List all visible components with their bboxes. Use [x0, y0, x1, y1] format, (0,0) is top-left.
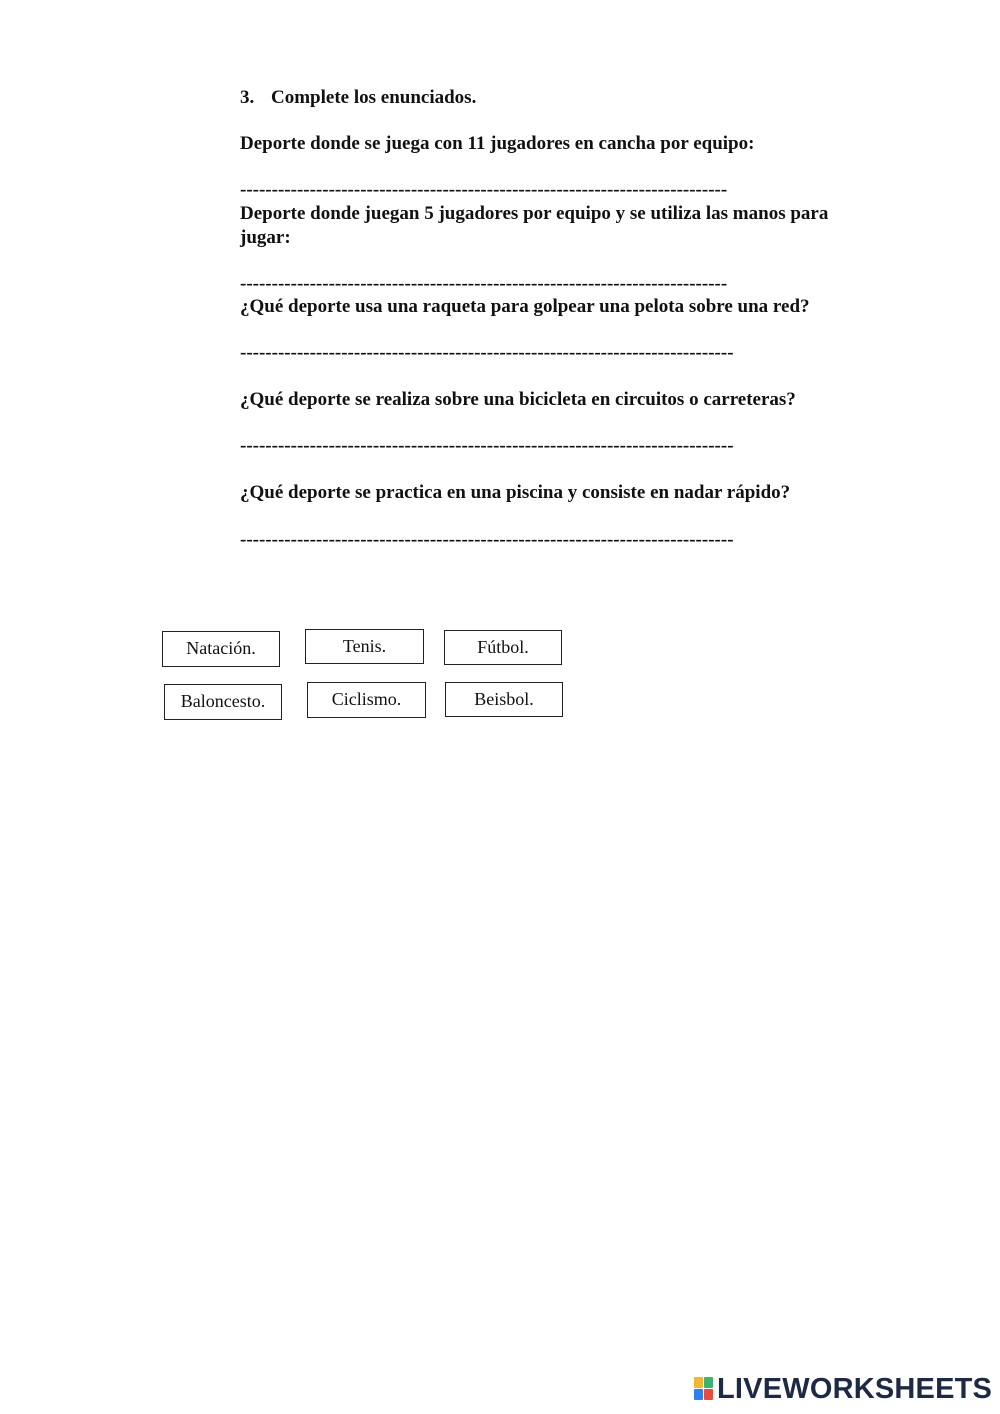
answer-line-1[interactable]: ----------------------------------------------------------------------------- — [240, 179, 728, 200]
answer-line-5[interactable]: ------------------------------------------------------------------------------ — [240, 529, 734, 550]
word-bank-futbol[interactable]: Fútbol. — [444, 630, 562, 665]
answer-line-3[interactable]: ------------------------------------------------------------------------------ — [240, 342, 734, 363]
question-1-text: Deporte donde se juega con 11 jugadores en cancha por equipo: — [240, 133, 755, 154]
word-bank-natacion[interactable]: Natación. — [162, 631, 280, 667]
question-4-text: ¿Qué deporte se realiza sobre una bicicleta en circuitos o carreteras? — [240, 389, 796, 410]
word-bank-beisbol[interactable]: Beisbol. — [445, 682, 563, 717]
exercise-heading — [240, 86, 476, 110]
liveworksheets-logo-icon — [694, 1377, 714, 1401]
word-bank-baloncesto[interactable]: Baloncesto. — [164, 684, 282, 720]
question-5-text: ¿Qué deporte se practica en una piscina y consiste en nadar rápido? — [240, 482, 791, 503]
liveworksheets-logo — [694, 1372, 993, 1405]
exercise-number: 3. — [240, 87, 255, 108]
word-bank-ciclismo[interactable]: Ciclismo. — [307, 682, 426, 718]
answer-line-4[interactable]: ------------------------------------------------------------------------------ — [240, 435, 734, 456]
question-3-text: ¿Qué deporte usa una raqueta para golpear una pelota sobre una red? — [240, 296, 810, 317]
question-2-text: Deporte donde juegan 5 jugadores por equipo y se utiliza las manos para jugar: — [240, 203, 829, 248]
brand-name: LIVEWORKSHEETS — [717, 1372, 993, 1405]
answer-line-2[interactable]: ----------------------------------------------------------------------------- — [240, 273, 728, 294]
word-bank-tenis[interactable]: Tenis. — [305, 629, 424, 664]
exercise-title: Complete los enunciados. — [271, 87, 477, 108]
